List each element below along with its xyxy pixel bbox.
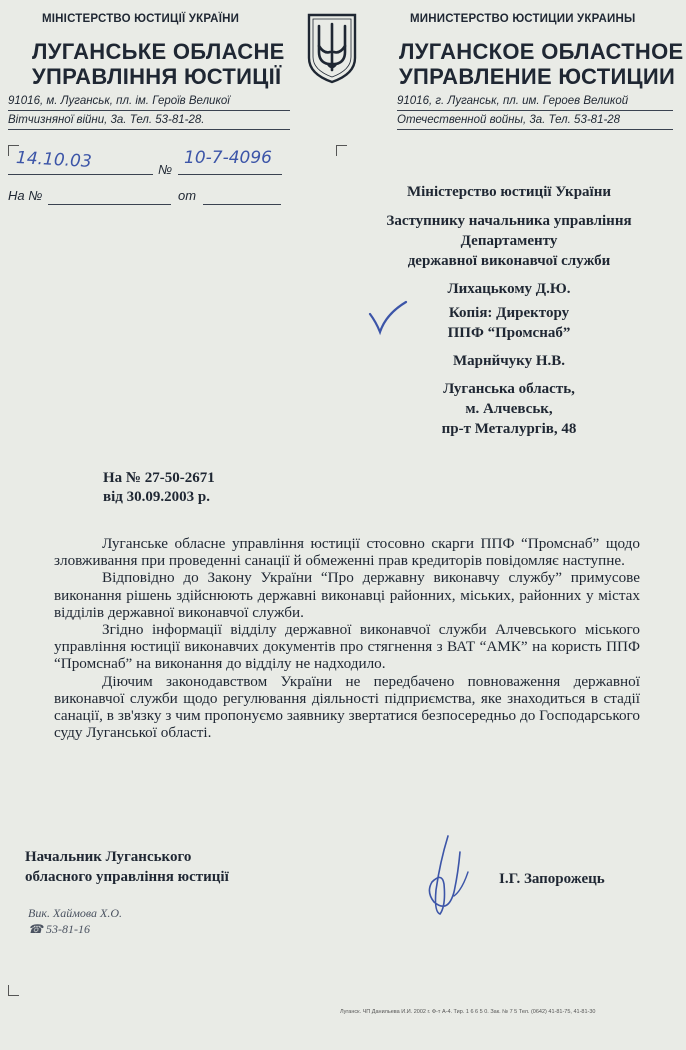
corner-mark-bottom-left	[8, 985, 19, 996]
recipient-line: Копія: Директору	[448, 305, 570, 321]
handwritten-signature	[418, 832, 474, 923]
recipient-line: Марнйчуку Н.В.	[452, 353, 566, 369]
right-address-line1: 91016, г. Луганськ, пл. им. Героев Великой	[397, 92, 673, 111]
body-paragraph: Згідно інформації відділу державної виконавчої служби Алчевського міського управління юстиції виконавчих документів про стягнення з ВАТ “АМК” на користь ППФ “Промснаб” на виконання до відділу не надходило.	[54, 621, 640, 673]
left-address-line1: 91016, м. Луганськ, пл. ім. Героїв Великої	[8, 92, 290, 111]
left-ministry: МІНІСТЕРСТВО ЮСТИЦІЇ УКРАЇНИ	[42, 13, 240, 25]
left-office-line2: УПРАВЛІННЯ ЮСТИЦІЇ	[32, 64, 282, 89]
right-office-line2: УПРАВЛЕНИЕ ЮСТИЦИИ	[399, 64, 676, 89]
date-handwritten: 14.10.03	[15, 148, 93, 172]
left-office-line1: ЛУГАНСЬКЕ ОБЛАСНЕ	[32, 39, 285, 64]
right-office-line1: ЛУГАНСКОЕ ОБЛАСТНОЕ	[399, 39, 684, 64]
number-handwritten: 10-7-4096	[184, 148, 272, 168]
recipient-line: пр-т Металургів, 48	[441, 421, 577, 437]
left-address-line2: Вітчизняної війни, 3а. Тел. 53-81-28.	[8, 111, 290, 130]
from-label: от	[178, 188, 197, 203]
recipient-line: Департаменту	[460, 233, 558, 249]
reply-to-date: від 30.09.2003 р.	[103, 489, 210, 505]
print-info-footer: Луганск. ЧП Данильева И.И. 2002 г. Ф-т А-4. Тир. 1 6 6 5 0. Зак. № 7 5 Тел. (0642) 41-81-75, 41-81-30	[340, 1009, 596, 1015]
executor-name: Вик. Хаймова Х.О.	[28, 906, 123, 920]
signer-position-line1: Начальник Луганського	[25, 849, 192, 865]
signer-name: І.Г. Запорожець	[499, 871, 605, 887]
body-paragraph: Луганське обласне управління юстиції стосовно скарги ППФ “Промснаб” щодо зловживання при проведенні санації й обмеженні прав кредиторів повідомляє наступне.	[54, 535, 640, 570]
recipient-line: державної виконавчої служби	[407, 253, 611, 269]
checkmark-icon	[368, 300, 408, 341]
from-field	[203, 190, 281, 205]
recipient-line: Міністерство юстиції України	[406, 184, 611, 200]
recipient-line: ППФ “Промснаб”	[447, 325, 571, 341]
right-ministry: МИНИСТЕРСТВО ЮСТИЦИИ УКРАИНЫ	[410, 13, 636, 25]
in-reply-field	[48, 190, 171, 205]
body-paragraph: Діючим законодавством України не передбачено повноваження державної виконавчої служби щодо регулювання діяльності підприємства, яке знаходиться в стадії санації, в зв'язку з чим пропонуємо заявнику звертатися безпосередньо до Господарського суду Луганської області.	[54, 672, 640, 742]
reply-to-number: На № 27-50-2671	[103, 470, 215, 486]
right-address-line2: Отечественной войны, 3а. Тел. 53-81-28	[397, 111, 673, 130]
recipient-line: Луганська область,	[443, 381, 575, 397]
letter-body	[54, 535, 640, 741]
signer-position-line2: обласного управління юстиції	[25, 869, 229, 885]
corner-mark-top-right	[336, 145, 347, 156]
in-reply-label: На №	[8, 188, 43, 203]
number-label: №	[158, 162, 173, 177]
executor-phone-row	[28, 922, 90, 937]
recipient-line: Лихацькому Д.Ю.	[447, 281, 571, 297]
recipient-line: м. Алчевськ,	[465, 401, 553, 417]
trident-coat-of-arms-icon	[306, 12, 358, 84]
body-paragraph: Відповідно до Закону України “Про державну виконавчу службу” примусове виконання рішень здійснюють державні виконавці районних, міських, районних у містах відділів державної виконавчої служби.	[54, 569, 640, 621]
telephone-icon: ☎	[28, 922, 43, 936]
executor-phone: 53-81-16	[45, 922, 90, 936]
recipient-line: Заступнику начальника управління	[386, 213, 632, 229]
